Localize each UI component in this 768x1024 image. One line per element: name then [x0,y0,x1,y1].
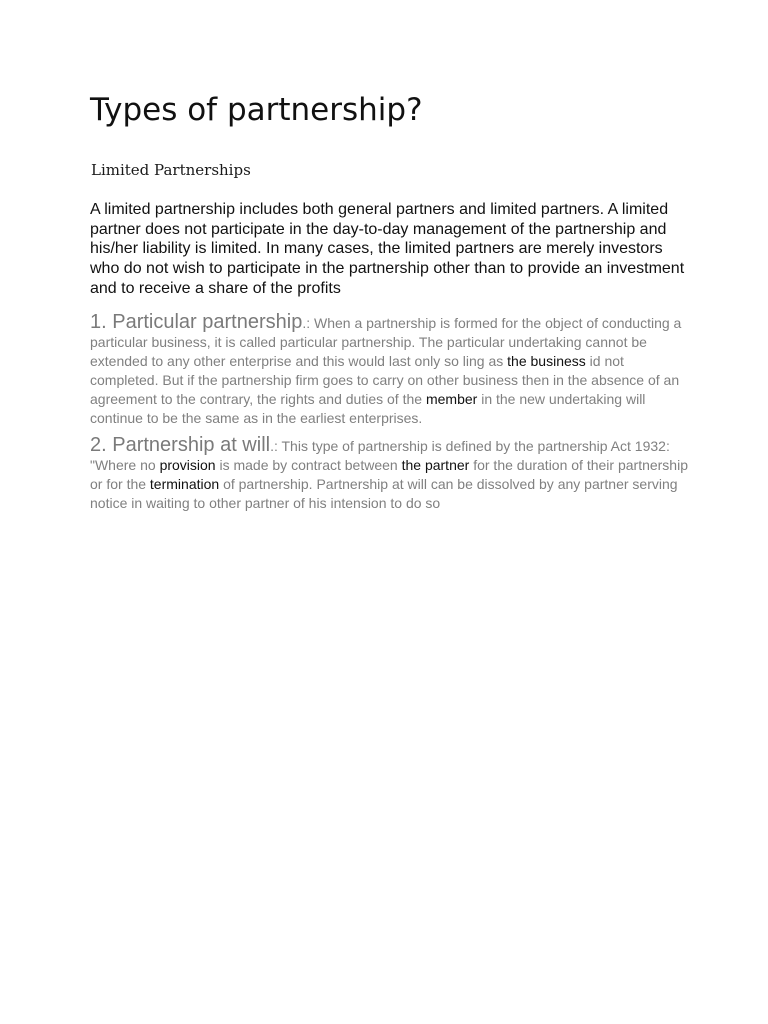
item-text: in the new undertaking will continue to be the same as in the earliest enterprises. [90,391,646,426]
section-heading: Limited Partnerships [91,161,251,179]
partnership-type-at-will [90,436,688,513]
term-link-termination[interactable]: termination [149,476,220,492]
term-link-the-partner[interactable]: the partner [401,457,470,473]
item-text: is made by contract between [215,457,402,473]
term-link-member[interactable]: member [425,391,478,407]
item-text: for the duration of their partnership or for the [90,457,688,492]
item-heading: 1. Particular partnership [90,311,303,333]
item-text: id not completed. But if the partnership firm goes to carry on other business then in the absence of an agreement to the contrary, the rights and duties of the [90,353,680,407]
item-heading: 2. Partnership at will [90,434,271,456]
partnership-type-particular [90,313,688,428]
term-link-provision[interactable]: provision [159,457,216,473]
item-text: .: This type of partnership is defined by the partnership Act 1932: "Where no [90,438,670,473]
item-text: of partnership. Partnership at will can be dissolved by any partner serving notice in waiting to other partner of his intension to do so [90,476,678,511]
term-link-the-business[interactable]: the business [507,353,586,369]
item-text: .: When a partnership is formed for the object of conducting a particular business, it is called particular partnership. The particular undertaking cannot be extended to any other enterprise and this would last only so ling as [90,315,682,369]
page-title: Types of partnership? [90,92,423,128]
intro-paragraph: A limited partnership includes both general partners and limited partners. A limited partner does not participate in the day-to-day management of the partnership and his/her liability is limited. In many cases, the limited partners are merely investors who do not wish to participate in the partnership other than to provide an investment and to receive a share of the profits [90,201,685,297]
